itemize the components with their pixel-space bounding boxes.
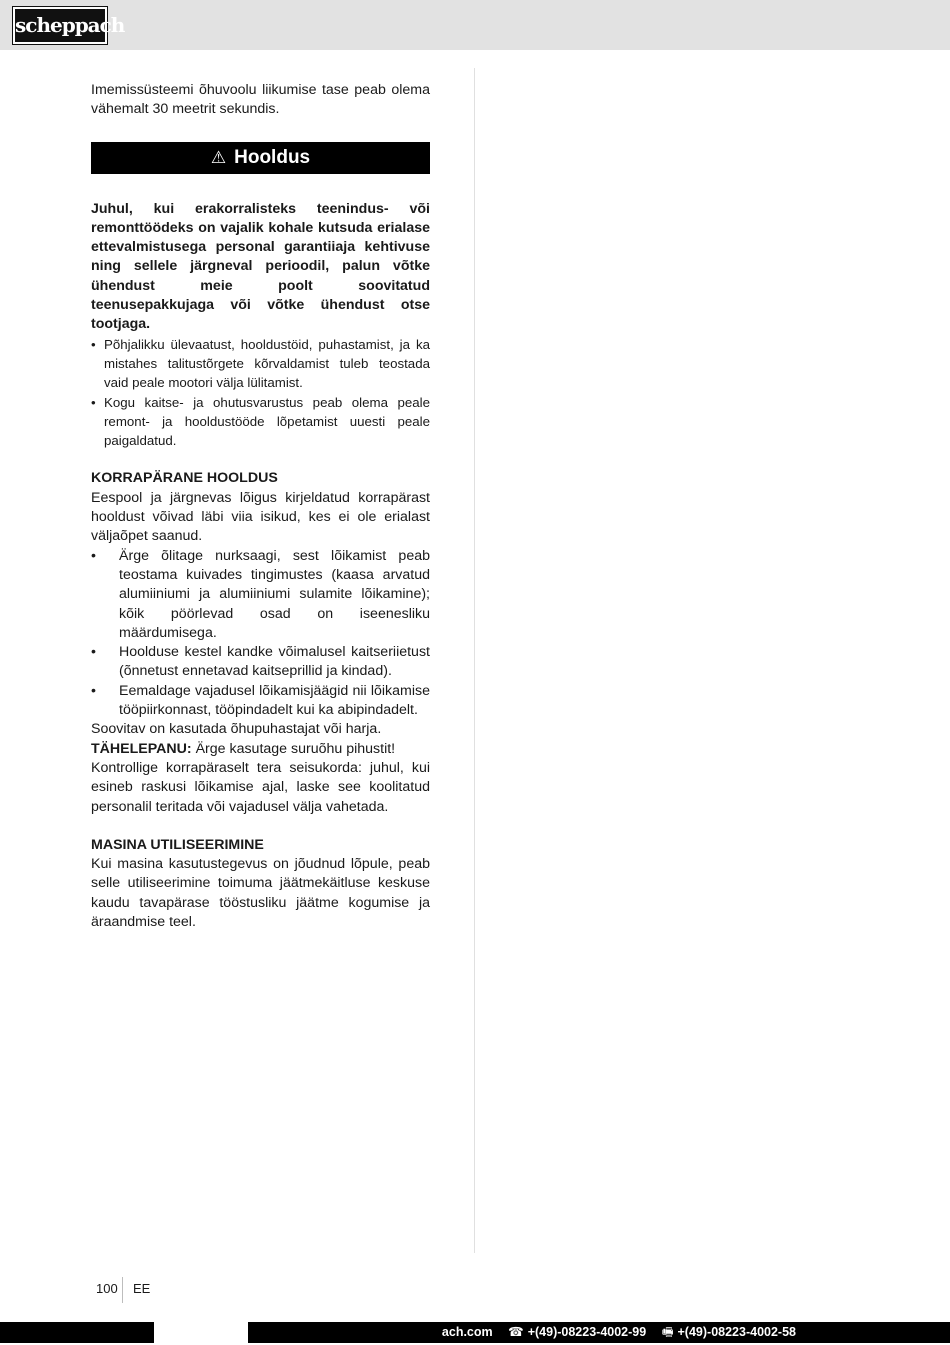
bullet: •: [91, 336, 96, 352]
list-item: [91, 547, 430, 643]
footer-gap: [154, 1322, 248, 1345]
footer-contact: [442, 1322, 796, 1343]
phone-icon: ☎: [508, 1325, 524, 1339]
list-item-text: Hoolduse kestel kandke võimalusel kaitseriietust (õnnetust ennetavad kaitseprillid ja kindad).: [119, 644, 430, 680]
service-note: Juhul, kui erakorralisteks teenindus- või remonttöödeks on vajalik kohale kutsuda erialase ettevalmistusega personal garantiiaja kehtivuse ning sellele järgneval perioodil, palun võtke ühendust meie poolt soovitatud teenusepakkujaga või võtke ühendust otse tootjaga.: [91, 200, 430, 333]
regular-maintenance-heading: KORRAPÄRANE HOOLDUS: [91, 470, 278, 487]
bullet: •: [91, 547, 96, 564]
page-language: EE: [133, 1281, 151, 1296]
bullet: •: [91, 682, 96, 699]
bullet: •: [91, 394, 96, 410]
attention-label: TÄHELEPANU:: [91, 740, 192, 757]
page-number: 100: [96, 1281, 118, 1296]
warning-icon: ⚠: [210, 147, 227, 167]
footer-bar: [0, 1322, 950, 1343]
list-item: [91, 393, 430, 451]
left-column: [91, 81, 430, 932]
fax-icon: 🖷: [661, 1325, 674, 1339]
website-link[interactable]: ach.com: [441, 1325, 493, 1339]
blade-check-note: Kontrollige korrapäraselt tera seisukorda: juhul, kui esineb raskusi lõikamise ajal, laske see koolitatud personalil teritada või vajadusel välja vahetada.: [91, 759, 430, 815]
recommendation: Soovitav on kasutada õhupuhastajat või harja.: [91, 721, 382, 738]
list-item-text: Eemaldage vajadusel lõikamisjäägid nii lõikamise tööpiirkonnast, tööpindadelt kui ka abipindadelt.: [119, 682, 430, 719]
page-number-separator: [122, 1277, 123, 1303]
disposal-heading: MASINA UTILISEERIMINE: [91, 836, 264, 853]
list-item-text: Kogu kaitse- ja ohutusvarustus peab olema peale remont- ja hooldustööde lõpetamist uuesti peale paigaldatud.: [104, 394, 430, 449]
list-item: [91, 682, 430, 721]
section-banner: [91, 142, 430, 174]
disposal-text: Kui masina kasutustegevus on jõudnud lõpule, peab selle utiliseerimine toimuma jäätmekäitluse keskuse kaudu tavapärase tööstusliku jäätme kogumise ja äraandmise teel.: [91, 856, 430, 930]
header-bar: [0, 0, 950, 50]
attention-text: Ärge kasutage suruõhu pihustit!: [191, 740, 396, 757]
bullet: •: [91, 644, 96, 661]
list-item: [91, 335, 430, 393]
list-item-text: Põhjalikku ülevaatust, hooldustöid, puhastamist, ja ka mistahes talitustõrgete kõrvaldamist tuleb teostada vaid peale mootori välja lülitamist.: [104, 336, 430, 391]
column-divider: [474, 68, 475, 1253]
phone-number: +(49)-08223-4002-99: [527, 1325, 647, 1339]
list-item: [91, 643, 430, 682]
fax-number: +(49)-08223-4002-58: [677, 1325, 796, 1339]
attention-note: [91, 740, 430, 759]
intro-paragraph: Imemissüsteemi õhuvoolu liikumise tase peab olema vähemalt 30 meetrit sekundis.: [91, 82, 430, 118]
list-item-text: Ärge õlitage nurksaagi, sest lõikamist peab teostama kuivades tingimustes (kaasa arvatud alumiiniumi ja alumiiniumi sulamite lõikamine); kõik pöörlevad osad on iseenesliku määrdumisega.: [119, 547, 430, 641]
scheppach-logo: scheppach: [13, 7, 107, 44]
section-title: Hooldus: [234, 146, 311, 168]
regular-maintenance-intro: Eespool ja järgnevas lõigus kirjeldatud korrapärast hooldust võivad läbi viia isikud, kes ei ole erialast väljaõpet saanud.: [91, 489, 430, 545]
